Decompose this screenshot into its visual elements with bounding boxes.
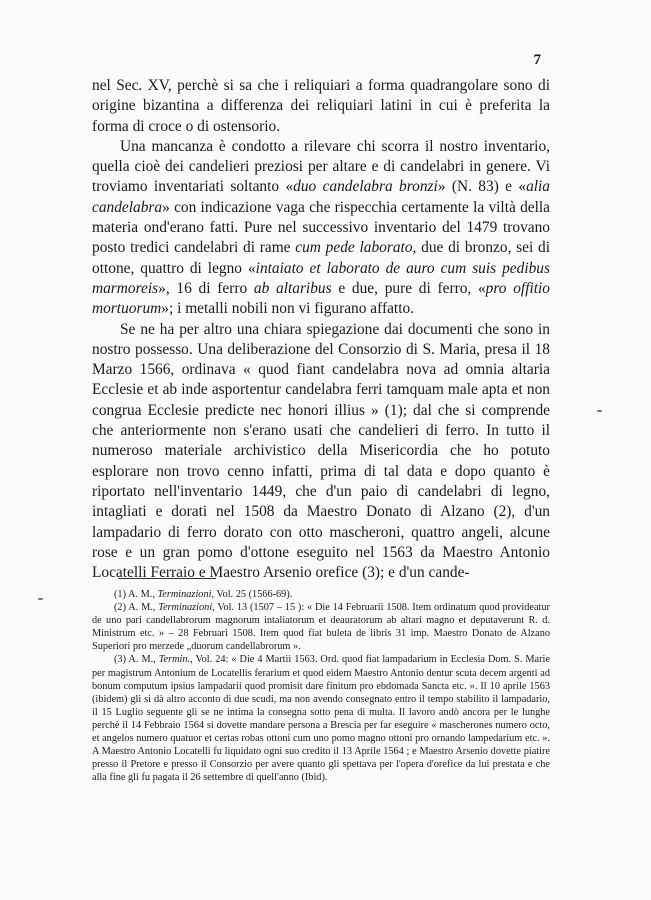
- italic-text: intaiato et laborato de auro cum suis pedibus marmoreis: [92, 259, 550, 297]
- page-number: 7: [533, 52, 541, 68]
- footnotes: [92, 588, 550, 784]
- text-run: e due, pure di ferro, «: [331, 279, 486, 297]
- text-run: » con indicazione vaga che rispecchia certamente la viltà della materia ond'erano fatti. Pure nel successivo inventario del 1479 trovano posto tredici candelabri di rame: [92, 198, 550, 257]
- text-run: (3) A. M.,: [114, 654, 159, 666]
- italic-text: Terminazioni: [158, 602, 213, 614]
- footnote: [92, 588, 550, 601]
- margin-mark: [597, 410, 602, 412]
- text-run: Se ne ha per altro una chiara spiegazione dai documenti che sono in nostro possesso. Una deliberazione del Consorzio di S. Maria, presa il 18 Marzo 1566, ordinava « quod fiant candelabra nova ad omnia altaria Ecclesie et ab inde asportentur candelabra ferri tamquam male apta et non congrua Ecclesie predicte nec honori illius » (1); dal che si comprende che anteriormente non s'erano usati che candelieri di ferro. In tutto il numeroso materiale archivistico della Misericordia che ho potuto esplorare non trovo cenno infatti, prima di tal data e dopo quanto è riportato nell'inventario 1449, che d'un paio di candelabri di legno, intagliati e dorati nel 1508 da Maestro Donato di Alzano (2), d'un lampadario di ferro dorato con otto mascheroni, quattro angeli, alcune rose e un gran pomo d'ottone eseguito nel 1563 da Maestro Antonio Locatelli Ferraio e Maestro Arsenio orefice (3); e d'un cande-: [92, 320, 550, 582]
- text-run: », 16 di ferro: [158, 279, 254, 297]
- italic-text: alia candelabra: [92, 178, 551, 216]
- italic-text: pro offitio mortuorum: [92, 279, 550, 318]
- italic-text: Termin.: [158, 654, 191, 666]
- paragraph: [92, 137, 550, 320]
- italic-text: ab altaribus: [253, 279, 332, 297]
- footnote: [92, 653, 550, 784]
- body-text: [92, 76, 550, 583]
- paragraph: [92, 76, 550, 137]
- text-run: Una mancanza è condotto a rilevare chi scorra il nostro inventario, quella cioè dei candelieri preziosi per altare e di candelabri in genere. Vi troviamo inventariati soltanto «: [92, 137, 550, 196]
- text-run: (1) A. M.,: [114, 589, 158, 600]
- text-run: , Vol. 24: « Die 4 Martii 1563. Ord. quod fiat lampadarium in Ecclesia Dom. S. Marie per magistrum Antonium de Locatellis ferarium et quod eidem Maestro Antonio dentur scuta decem argenti ad bonum computum ipsius lampadarii quod promisit dare finitum pro ebdomada Sancta etc. ». Il 10 aprile 1563 (ibidem) gli si dà altro acconto di due scudi, ma non avendo consegnato entro il tempo stabilito il lampadario, il 15 Luglio seguente gli se ne intima la consegna sotto pena di multa. Il lavoro andò ancora per le lunghe perchè il 14 Febbraio 1564 si dovette mandare persona a Brescia per far eseguire « mascherones numero octo, et angelos numero quatuor et certas robas ottoni cum uno pomo magno ottoni pro ornando lampedarium etc. ». A Maestro Antonio Locatelli fu liquidato ogni suo credito il 13 Aprile 1564 ; e Maestro Arsenio dovette piatire presso il Pretore e presso il Consorzio per avere quanto gli spettava per l'opera d'orefice da lui prestata e che alla fine gli fu pagata il 26 settembre di quell'anno (Ibid).: [92, 654, 550, 784]
- paragraph: [92, 320, 550, 584]
- text-run: , due di bronzo, sei di ottone, quattro di legno «: [92, 239, 550, 277]
- footnote: [92, 601, 550, 653]
- italic-text: cum pede laborato: [295, 239, 413, 257]
- text-run: , Vol. 25 (1566-69).: [211, 589, 293, 600]
- text-run: nel Sec. XV, perchè si sa che i reliquiari a forma quadrangolare sono di origine bizantina a differenza dei reliquiari latini in cui è preferita la forma di croce o di ostensorio.: [92, 77, 550, 135]
- italic-text: duo candelabra bronzi: [293, 178, 438, 196]
- margin-mark: [38, 598, 43, 600]
- text-run: »; i metalli nobili non vi figurano affatto.: [161, 300, 415, 318]
- text-run: » (N. 83) e «: [437, 178, 527, 196]
- footnote-separator: [118, 578, 216, 579]
- text-run: (2) A. M.,: [114, 602, 159, 614]
- text-run: , Vol. 13 (1507 – 15 ): « Die 14 Februarii 1508. Item ordinatum quod provideatur de uno pari candellabrorum magnorum intaliatorum et deauratorum ab altari magno et deputaverunt R. d. Ministrum etc. » – 28 Februari 1508. Item quod fiat buleta de libris 31 imp. Maestro Donato de Alzano Superiori pro merzede „duorum candellabrorum ».: [92, 602, 550, 653]
- italic-text: Terminazioni: [157, 589, 212, 600]
